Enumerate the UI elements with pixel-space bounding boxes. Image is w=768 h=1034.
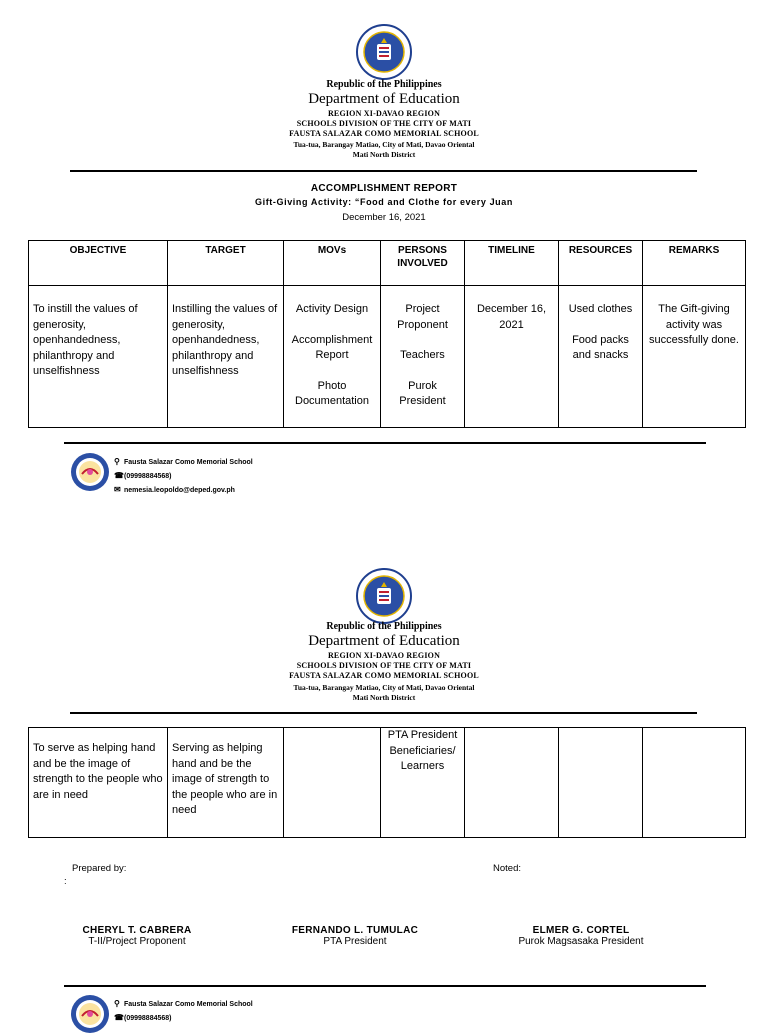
address-line: Tua-tua, Barangay Matiao, City of Mati, Davao Oriental [293,140,475,149]
signatory-name: CHERYL T. CABRERA [82,925,192,936]
person-item: PTA President [387,729,458,741]
department-title: Department of Education [308,91,460,107]
signatory [62,925,212,947]
report-table-continued [28,727,746,838]
header-objective: OBJECTIVE [29,241,168,286]
phone-icon: ☎ [114,1013,124,1022]
footer-divider [64,985,706,987]
division-line: SCHOOLS DIVISION OF THE CITY OF MATI [296,661,472,670]
cell-persons [381,728,465,838]
header-divider [70,170,697,172]
region-line: REGION XI-DAVAO REGION [327,651,441,660]
school-logo-icon [70,994,110,1034]
cell-resources [559,728,643,838]
republic-line: Republic of the Philippines [326,621,442,632]
header-target: TARGET [168,241,284,286]
address-line: Tua-tua, Barangay Matiao, City of Mati, Davao Oriental [293,683,475,692]
location-pin-icon: ⚲ [114,457,120,466]
deped-seal-icon [356,24,412,80]
phone-icon: ☎ [114,471,124,480]
header-divider [70,712,697,714]
footer-contact [114,455,253,497]
header-timeline: TIMELINE [465,241,559,286]
signatory-role: Purok Magsasaka President [518,936,644,947]
cell-timeline: December 16, 2021 [465,286,559,428]
mov-item: Activity Design [295,303,369,315]
school-line: FAUSTA SALAZAR COMO MEMORIAL SCHOOL [289,671,479,680]
footer-email: nemesia.leopoldo@deped.gov.ph [124,487,235,494]
signatory-role: PTA President [323,936,387,947]
footer-divider [64,442,706,444]
cell-resources [559,286,643,428]
noted-label: Noted: [493,863,521,874]
footer-contact [114,997,253,1025]
cell-objective: To instill the values of generosity, openhandedness, philanthropy and unselfishness [29,286,168,428]
region-line: REGION XI-DAVAO REGION [327,109,441,118]
signatory [275,925,435,947]
mov-item: Accomplishment Report [291,333,373,361]
footer-phone: (09998884568) [124,1015,172,1022]
school-line: FAUSTA SALAZAR COMO MEMORIAL SCHOOL [289,129,479,138]
department-title: Department of Education [308,633,460,649]
cell-remarks: The Gift-giving activity was successfully done. [643,286,746,428]
colon-mark: : [64,876,67,887]
cell-remarks [643,728,746,838]
report-title: ACCOMPLISHMENT REPORT [310,183,458,194]
report-date: December 16, 2021 [342,212,426,223]
division-line: SCHOOLS DIVISION OF THE CITY OF MATI [296,119,472,128]
signatory-role: T-II/Project Proponent [88,936,186,947]
email-icon: ✉ [114,485,121,494]
cell-movs [284,286,381,428]
mov-item: Photo Documentation [295,379,369,407]
deped-seal-icon [356,568,412,624]
school-logo-icon [70,452,110,492]
signatory [500,925,662,947]
cell-target: Instilling the values of generosity, openhandedness, philanthropy and unselfishness [168,286,284,428]
header-persons-involved: PERSONS INVOLVED [381,241,465,286]
footer-school: Fausta Salazar Como Memorial School [124,1001,253,1008]
table-header-row [29,241,746,286]
cell-timeline [465,728,559,838]
footer-phone: (09998884568) [124,473,172,480]
person-item: Teachers [400,349,445,361]
cell-movs [284,728,381,838]
signatory-name: ELMER G. CORTEL [532,925,630,936]
person-item: Project Proponent [397,303,448,331]
district-line: Mati North District [352,150,416,159]
location-pin-icon: ⚲ [114,999,120,1008]
person-item: Beneficiaries/ Learners [389,744,456,772]
district-line: Mati North District [352,693,416,702]
report-table [28,240,746,428]
header-remarks: REMARKS [643,241,746,286]
report-subtitle: Gift-Giving Activity: “Food and Clothe for every Juan [255,197,513,207]
cell-target: Serving as helping hand and be the image of strength to the people who are in need [168,728,284,838]
republic-line: Republic of the Philippines [326,79,442,90]
prepared-by-label: Prepared by: [72,863,127,874]
person-item: Purok President [399,379,446,407]
cell-objective: To serve as helping hand and be the image of strength to the people who are in need [29,728,168,838]
resource-item: Food packs and snacks [572,333,629,361]
footer-school: Fausta Salazar Como Memorial School [124,459,253,466]
table-row [29,728,746,838]
header-movs: MOVs [284,241,381,286]
table-row [29,286,746,428]
cell-persons [381,286,465,428]
signatory-name: FERNANDO L. TUMULAC [291,925,419,936]
header-resources: RESOURCES [559,241,643,286]
resource-item: Used clothes [568,303,633,315]
